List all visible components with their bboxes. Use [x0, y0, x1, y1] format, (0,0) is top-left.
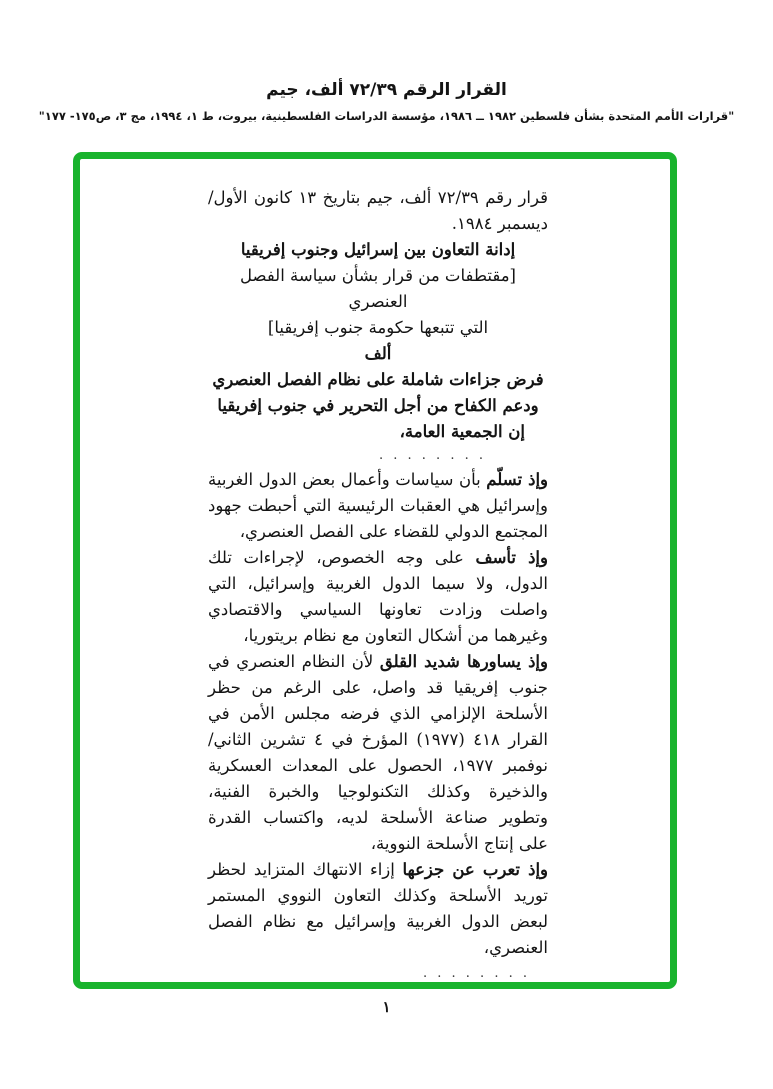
highlight-frame	[73, 152, 677, 989]
preamble-paragraph	[208, 545, 548, 649]
resolution-subtitle-line2: التي تتبعها حكومة جنوب إفريقيا]	[267, 318, 489, 337]
source-citation: "قرارات الأمم المتحدة بشأن فلسطين ١٩٨٢ ــ ١٩٨٦، مؤسسة الدراسات الفلسطينية، بيروت، ط ١، ١٩٩٤، مج ٣، ص١٧٥- ١٧٧"	[38, 109, 735, 123]
preamble-paragraph	[208, 649, 548, 857]
ellipsis-top: . . . . . . . .	[379, 448, 486, 463]
preamble-intro: إن الجمعية العامة،	[399, 422, 525, 441]
paragraph-lead: وإذ تعرب عن جزعها	[402, 860, 549, 879]
paragraph-lead: وإذ تأسف	[475, 548, 548, 567]
resolution-date-line: قرار رقم ٧٢/٣٩ ألف، جيم بتاريخ ١٣ كانون الأول/ديسمبر ١٩٨٤.	[208, 188, 548, 233]
resolution-body	[208, 185, 548, 987]
section-title-line2: ودعم الكفاح من أجل التحرير في جنوب إفريقيا	[217, 396, 539, 415]
section-letter: ألف	[364, 344, 392, 363]
ellipsis-bottom: . . . . . . . .	[423, 966, 530, 981]
section-title-line1: فرض جزاءات شاملة على نظام الفصل العنصري	[212, 370, 544, 389]
page-title: القرار الرقم ٧٢/٣٩ ألف، جيم	[266, 80, 507, 100]
resolution-subtitle-line1: [مقتطفات من قرار بشأن سياسة الفصل العنصري	[240, 266, 516, 311]
resolution-title: إدانة التعاون بين إسرائيل وجنوب إفريقيا	[240, 240, 516, 259]
paragraph-lead: وإذ تسلّم	[486, 470, 549, 489]
page-number: ١	[382, 998, 391, 1016]
paragraph-text: على وجه الخصوص، لإجراءات تلك الدول، ولا سيما الدول الغربية وإسرائيل، التي واصلت وزادت تعاونها السياسي والاقتصادي وغيرهما من أشكال التعاون مع نظام بريتوريا،	[208, 548, 548, 645]
paragraph-lead: وإذ يساورها شديد القلق	[379, 652, 548, 671]
paragraph-text: بأن سياسات وأعمال بعض الدول الغربية وإسرائيل هي العقبات الرئيسية التي أحبطت جهود المجتمع الدولي للقضاء على الفصل العنصري،	[208, 470, 548, 541]
paragraph-text: إزاء الانتهاك المتزايد لحظر توريد الأسلحة وكذلك التعاون النووي المستمر لبعض الدول الغربية وإسرائيل مع نظام الفصل العنصري،	[208, 860, 548, 957]
preamble-paragraph	[208, 467, 548, 545]
paragraph-text: لأن النظام العنصري في جنوب إفريقيا قد واصل، على الرغم من حظر الأسلحة الإلزامي الذي فرضه مجلس الأمن في القرار ٤١٨ (١٩٧٧) المؤرخ في ٤ تشرين الثاني/نوفمبر ١٩٧٧، الحصول على المعدات العسكرية والذخيرة وكذلك التكنولوجيا والخبرة الفنية، وتطوير صناعة الأسلحة لديه، واكتساب القدرة على إنتاج الأسلحة النووية،	[208, 652, 548, 853]
preamble-paragraph	[208, 857, 548, 961]
